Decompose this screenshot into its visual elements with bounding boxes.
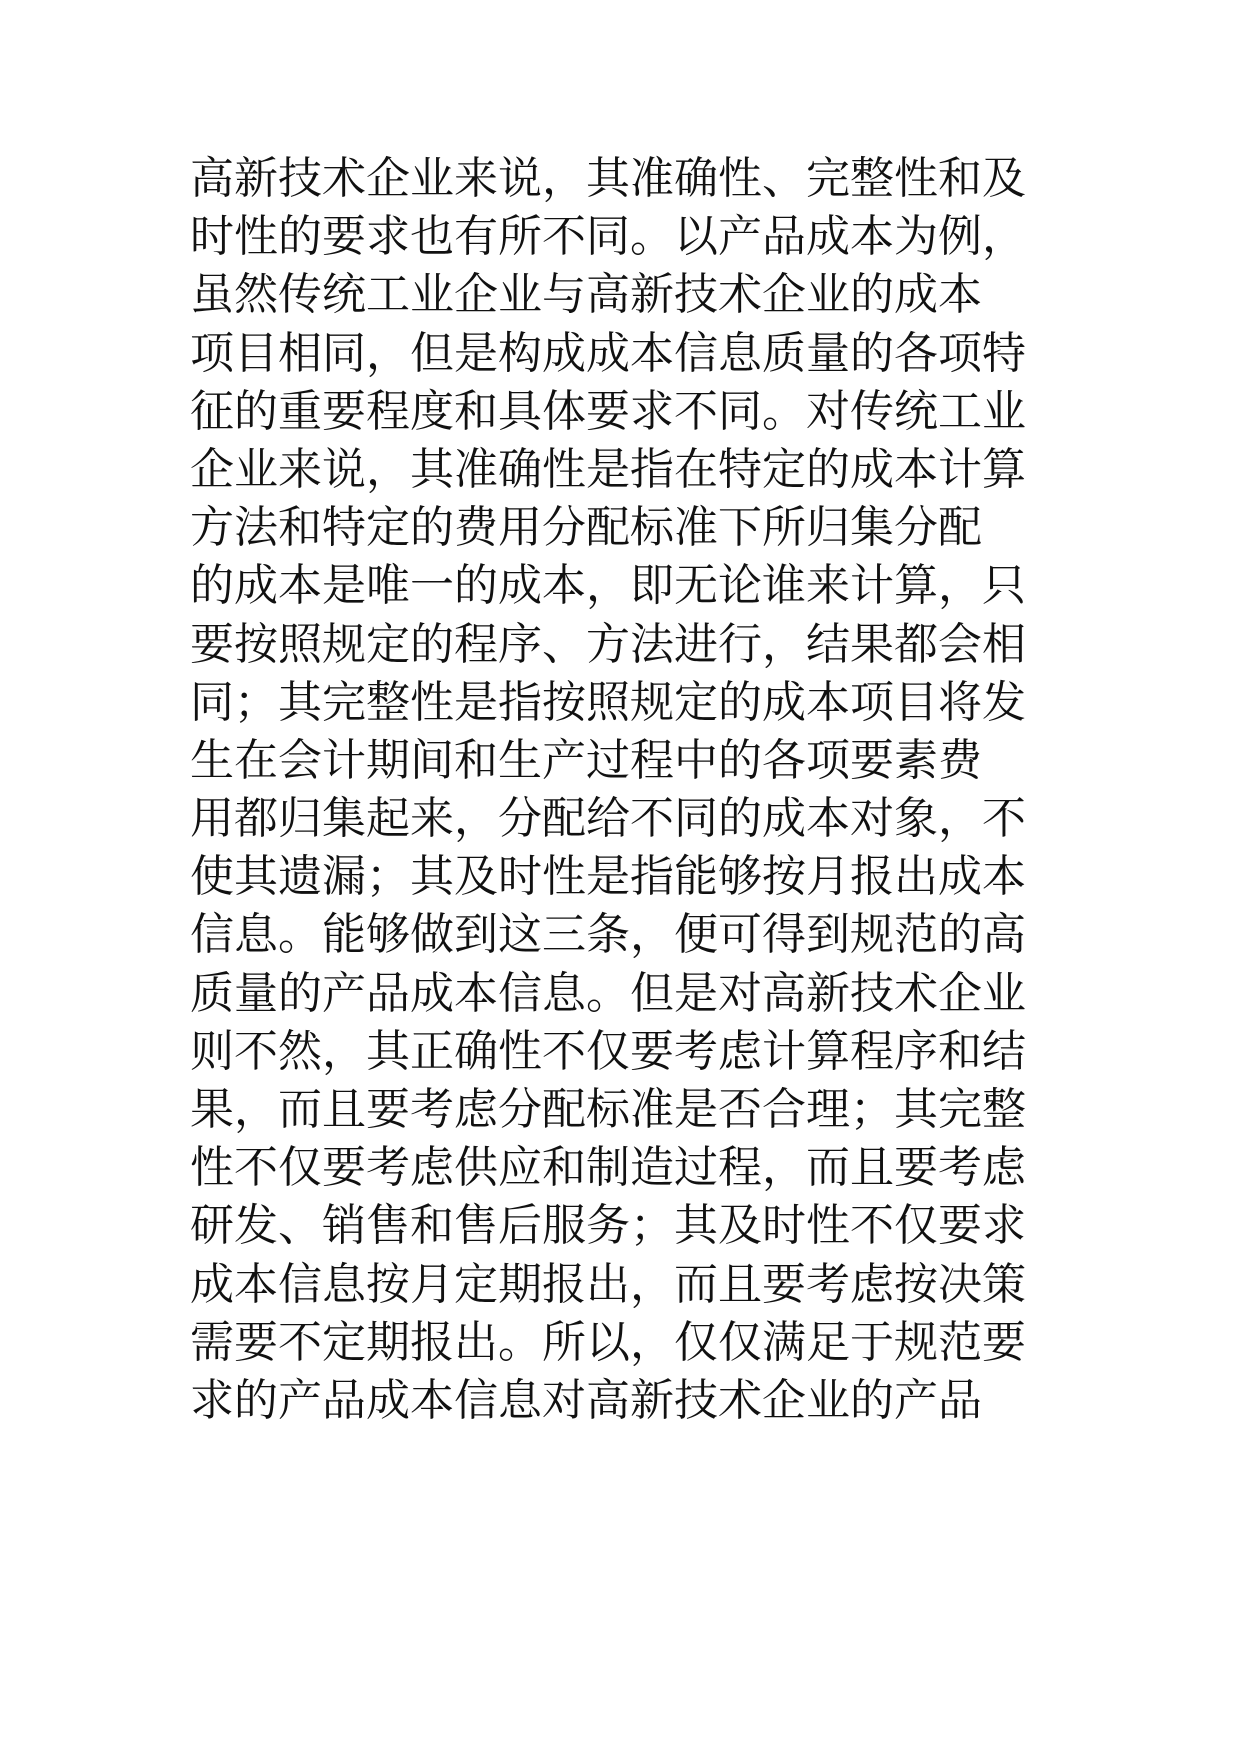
text-line: 高新技术企业来说，其准确性、完整性和及: [190, 153, 1026, 204]
text-line: 使其遗漏；其及时性是指能够按月报出成本: [190, 851, 1026, 903]
text-line: 质量的产品成本信息。但是对高新技术企业: [190, 967, 1026, 1019]
text-line: 果，而且要考虑分配标准是否合理；其完整: [190, 1084, 1026, 1135]
text-line: 征的重要程度和具体要求不同。对传统工业: [190, 385, 1026, 437]
text-line: 的成本是唯一的成本，即无论谁来计算，只: [190, 560, 1026, 612]
text-line: 信息。能够做到这三条，便可得到规范的高: [190, 909, 1026, 961]
text-line: 求的产品成本信息对高新技术企业的产品: [190, 1374, 982, 1426]
text-line: 则不然，其正确性不仅要考虑计算程序和结: [190, 1025, 1026, 1077]
text-line: 研发、销售和售后服务；其及时性不仅要求: [190, 1200, 1026, 1252]
text-line: 要按照规定的程序、方法进行，结果都会相: [190, 618, 1026, 670]
text-line: 同；其完整性是指按照规定的成本项目将发: [190, 676, 1026, 728]
text-line: 性不仅要考虑供应和制造过程，而且要考虑: [190, 1142, 1026, 1194]
text-line: 时性的要求也有所不同。以产品成本为例，: [190, 211, 1026, 263]
text-line: 项目相同，但是构成成本信息质量的各项特: [190, 327, 1026, 379]
text-line: 成本信息按月定期报出，而且要考虑按决策: [190, 1258, 1026, 1310]
body-text: [190, 150, 1070, 1430]
text-line: 虽然传统工业企业与高新技术企业的成本: [190, 269, 982, 321]
text-line: 需要不定期报出。所以，仅仅满足于规范要: [190, 1316, 1026, 1368]
text-line: 方法和特定的费用分配标准下所归集分配: [190, 502, 982, 554]
text-line: 用都归集起来，分配给不同的成本对象，不: [190, 793, 1026, 845]
text-line: 企业来说，其准确性是指在特定的成本计算: [190, 443, 1026, 495]
text-line: 生在会计期间和生产过程中的各项要素费: [190, 734, 982, 786]
